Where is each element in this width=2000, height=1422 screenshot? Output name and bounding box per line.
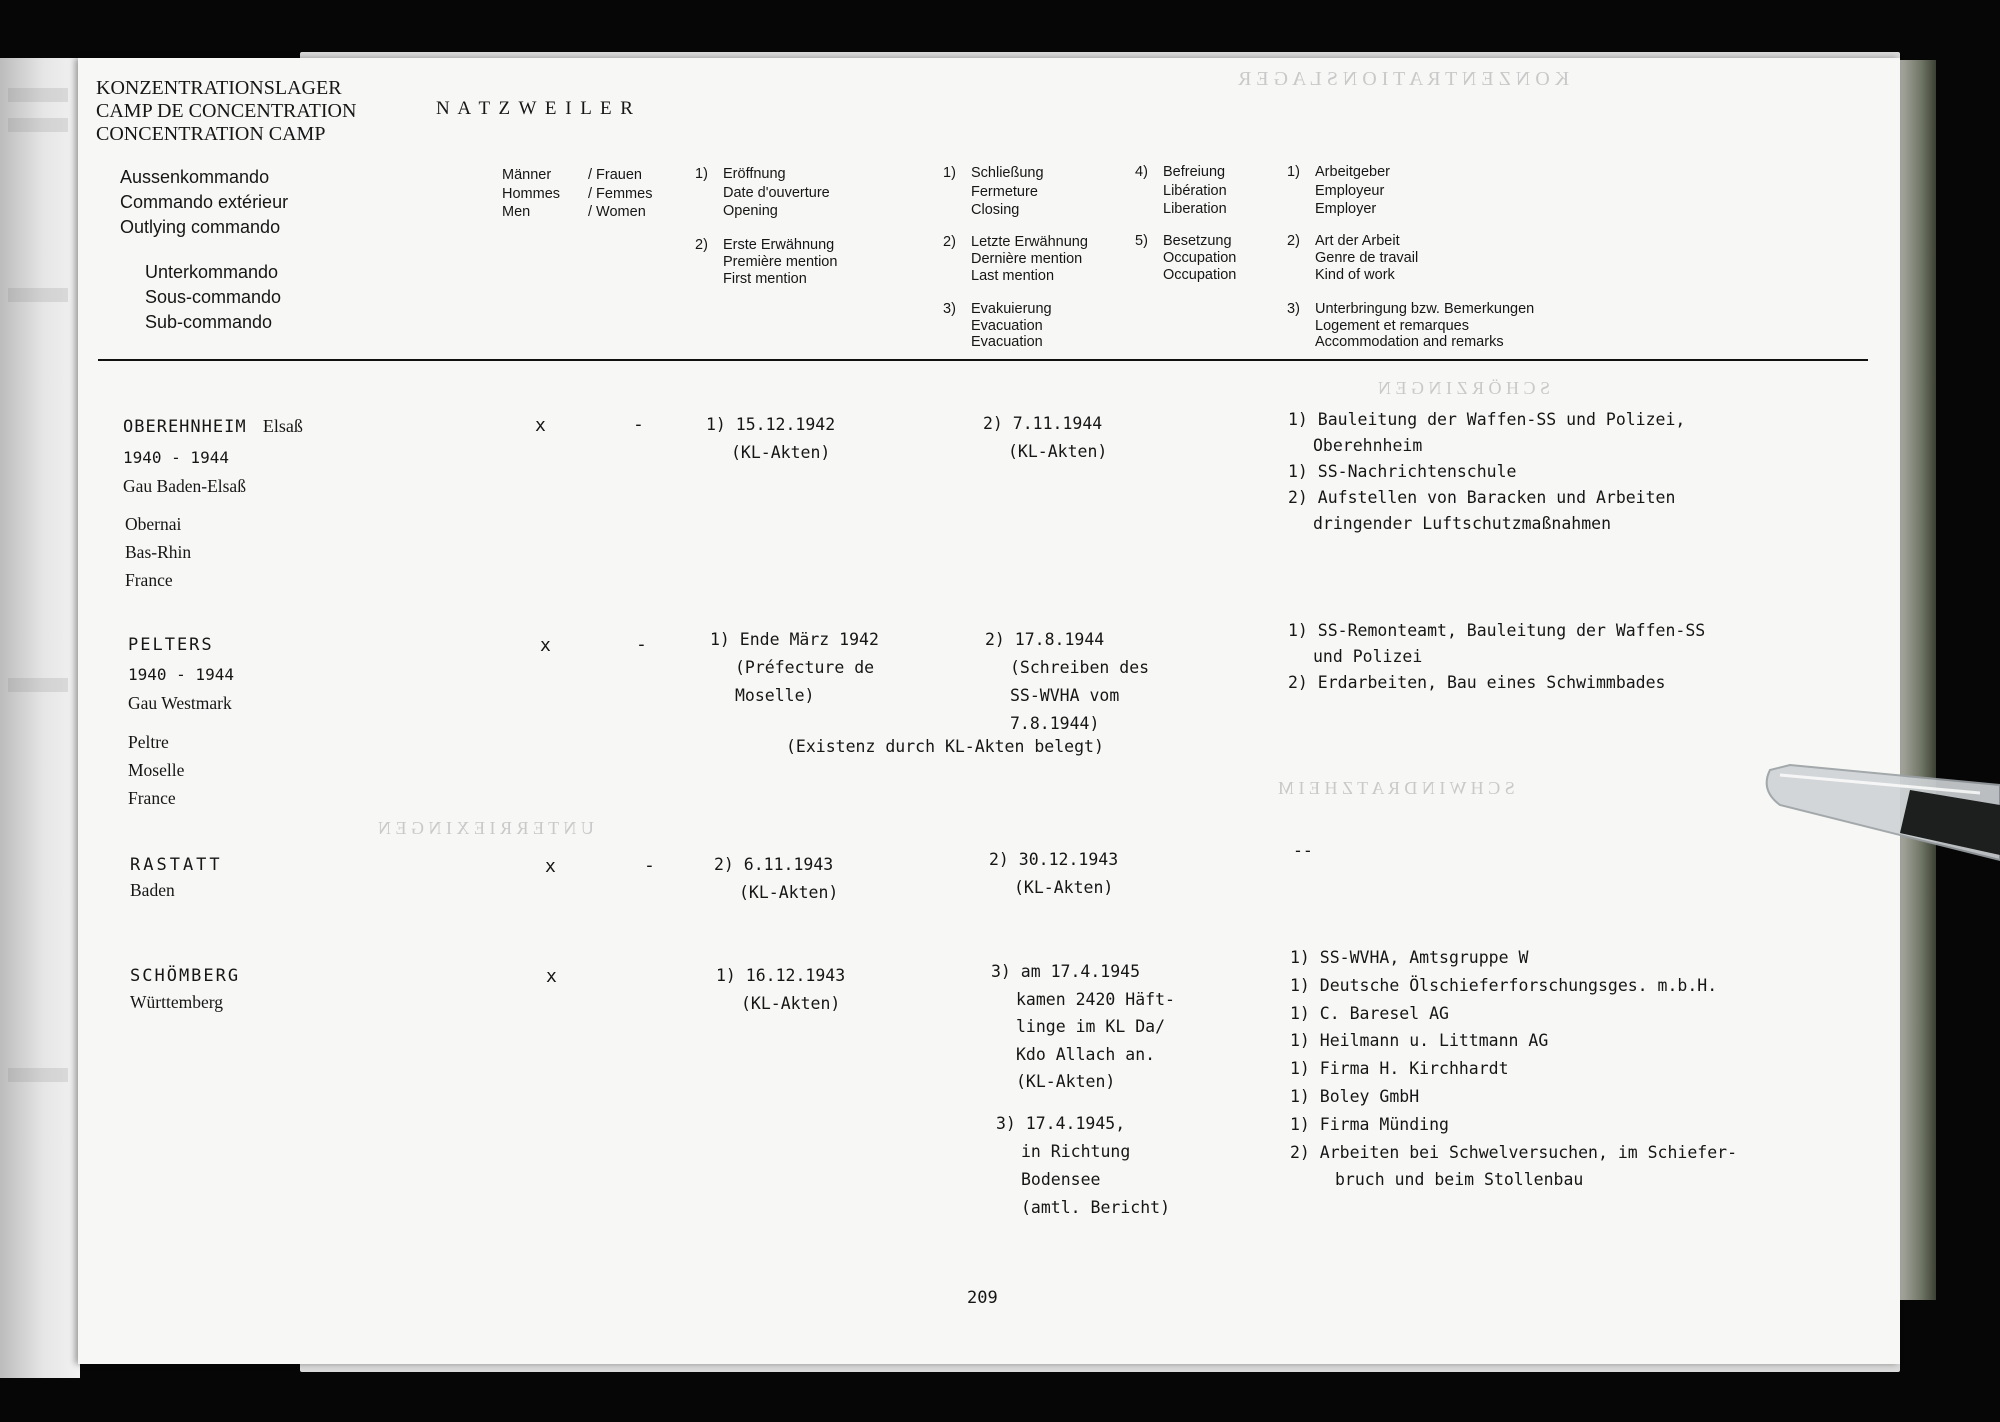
header-line: First mention <box>723 271 807 287</box>
page-title <box>96 77 356 146</box>
entry-opening <box>706 411 835 467</box>
entry-years: Baden <box>130 880 175 900</box>
entry-note: (Existenz durch KL-Akten belegt) <box>786 737 1104 756</box>
employer-header <box>1287 163 1390 219</box>
entry-women: - <box>644 855 655 876</box>
entry-line: (KL-Akten) <box>1014 878 1114 897</box>
entry-line: 2) 17.8.1944 <box>985 630 1105 649</box>
first-mention-header <box>695 237 837 288</box>
header-line: Employeur <box>1315 182 1385 199</box>
entry-opening <box>714 851 838 907</box>
entry-closing <box>983 410 1107 466</box>
entry-women: - <box>633 414 644 435</box>
entry-line: 1) Ende März 1942 <box>710 630 879 649</box>
entry-line: 1) SS-Nachrichtenschule <box>1288 462 1517 481</box>
entry-line: Bodensee <box>1021 1170 1101 1189</box>
header-line: Art der Arbeit <box>1315 233 1400 249</box>
header-men-en: Men <box>502 204 531 220</box>
header-women-fr: / Femmes <box>588 185 653 202</box>
header-num: 1) <box>695 166 708 182</box>
header-line: Sous-commando <box>145 287 282 307</box>
kind-of-work-header <box>1287 233 1418 284</box>
header-num: 3) <box>1287 301 1300 317</box>
entry-line: bruch und beim Stollenbau <box>1335 1170 1584 1190</box>
header-line: Unterkommando <box>145 262 279 282</box>
entry-name: PELTERS <box>128 635 214 655</box>
entry-years: 1940 - 1944 <box>128 665 234 684</box>
bleed-through-text: S C H Ö R Z I N G E N <box>1378 378 1551 398</box>
header-line: Genre de travail <box>1315 250 1419 266</box>
entry-closing <box>991 958 1175 1096</box>
entry-place-line: Moselle <box>128 760 185 780</box>
entry-closing <box>985 626 1149 738</box>
entry-line: kamen 2420 Häft- <box>1016 989 1175 1009</box>
header-line: Fermeture <box>971 183 1038 200</box>
entry-line: 1) Firma Münding <box>1290 1114 1449 1134</box>
header-line: Libération <box>1163 182 1227 199</box>
header-line: Kind of work <box>1315 267 1395 283</box>
entry-line: 1) Bauleitung der Waffen-SS und Polizei, <box>1288 410 1686 429</box>
entry-place-line: Obernai <box>125 514 182 534</box>
header-num: 2) <box>1287 233 1300 249</box>
camp-name: N A T Z W E I L E R <box>436 98 635 119</box>
entry-region: Elsaß <box>262 416 303 436</box>
opening-header <box>695 165 830 221</box>
entry-men: x <box>546 966 557 987</box>
left-page-edge <box>0 58 80 1378</box>
entry-gau: Gau Westmark <box>128 693 232 713</box>
header-line: Commando extérieur <box>120 192 289 212</box>
gender-header <box>502 166 652 222</box>
evacuation-header <box>943 301 1052 351</box>
header-line: Befreiung <box>1163 164 1226 180</box>
entry-line: linge im KL Da/ <box>1016 1017 1166 1036</box>
sub-commando-header <box>145 260 281 335</box>
header-line: Sub-commando <box>145 312 273 332</box>
entry-women: - <box>636 634 647 655</box>
entry-opening <box>716 962 845 1018</box>
header-line: Première mention <box>723 254 838 270</box>
header-men-de: Männer <box>502 167 552 183</box>
outlying-commando-header <box>120 165 288 240</box>
entry-place-line: France <box>128 788 176 808</box>
entry-line: 1) SS-Remonteamt, Bauleitung der Waffen-SS <box>1288 621 1706 640</box>
entry-line: 1) SS-WVHA, Amtsgruppe W <box>1290 948 1529 967</box>
header-men-fr: Hommes <box>502 185 561 202</box>
entry-line: Kdo Allach an. <box>1016 1044 1156 1064</box>
entry-years: 1940 - 1944 <box>123 448 229 467</box>
entry-line: 2) 30.12.1943 <box>989 850 1119 869</box>
entry-place-line: Peltre <box>128 732 169 752</box>
header-line: Evacuation <box>971 317 1043 334</box>
accommodation-header <box>1287 301 1534 351</box>
entry-line: (KL-Akten) <box>731 443 831 462</box>
header-num: 2) <box>695 237 708 253</box>
entry-line: 2) Arbeiten bei Schwelversuchen, im Schiefer- <box>1290 1142 1738 1162</box>
entry-line: Oberehnheim <box>1313 436 1423 455</box>
header-num: 1) <box>1287 164 1300 180</box>
page-number: 209 <box>967 1288 998 1308</box>
header-line: Eröffnung <box>723 166 786 182</box>
bleed-through-text: U N T E R R I E X I N G E N <box>378 818 594 838</box>
entry-gau: Gau Baden-Elsaß <box>123 476 246 496</box>
header-num: 5) <box>1135 233 1148 249</box>
entry-line: 2) Erdarbeiten, Bau eines Schwimmbades <box>1288 673 1666 692</box>
entry-line: 7.8.1944) <box>1010 714 1100 733</box>
entry-work <box>1288 407 1685 537</box>
occupation-header <box>1135 233 1236 284</box>
entry-line: (KL-Akten) <box>1008 442 1108 461</box>
entry-name: RASTATT <box>130 855 223 875</box>
book-page <box>78 58 1900 1364</box>
header-women-en: / Women <box>588 204 646 220</box>
header-line: Dernière mention <box>971 251 1083 267</box>
liberation-header <box>1135 163 1227 219</box>
header-line: Evacuation <box>971 334 1043 350</box>
entry-opening <box>710 626 879 710</box>
entry-work: -- <box>1293 841 1313 860</box>
entry-line: 3) 17.4.1945, <box>996 1114 1126 1133</box>
header-women-de: / Frauen <box>588 167 642 183</box>
entry-line: 1) 16.12.1943 <box>716 966 846 985</box>
entry-line: (Schreiben des <box>1010 658 1150 677</box>
header-num: 3) <box>943 301 956 317</box>
header-line: Employer <box>1315 201 1377 217</box>
entry-line: 1) C. Baresel AG <box>1290 1003 1449 1023</box>
header-line: Unterbringung bzw. Bemerkungen <box>1315 301 1535 317</box>
header-divider <box>98 359 1868 361</box>
header-line: Erste Erwähnung <box>723 237 835 253</box>
header-num: 1) <box>943 165 956 181</box>
entry-line: 2) 6.11.1943 <box>714 855 834 874</box>
entry-men: x <box>535 415 546 436</box>
header-num: 4) <box>1135 164 1148 180</box>
entry-work <box>1290 944 1737 1194</box>
header-line: Last mention <box>971 268 1055 284</box>
entry-name <box>123 416 303 437</box>
entry-line: (KL-Akten) <box>1016 1072 1116 1091</box>
entry-line: 1) Heilmann u. Littmann AG <box>1290 1031 1549 1051</box>
entry-work <box>1288 618 1705 696</box>
entry-line: 1) Deutsche Ölschieferforschungsges. m.b.H. <box>1290 975 1718 995</box>
header-line: Opening <box>723 203 778 219</box>
entry-name: SCHÖMBERG <box>130 966 241 986</box>
bleed-through-text: K O N Z E N T R A T I O N S L A G E R <box>1238 68 1570 90</box>
entry-line: SS-WVHA vom <box>1010 686 1120 705</box>
entry-line: (KL-Akten) <box>741 994 841 1013</box>
entry-closing <box>989 846 1118 902</box>
entry-place <box>125 510 191 594</box>
entry-line: 1) Boley GmbH <box>1290 1086 1420 1106</box>
header-line: Besetzung <box>1163 233 1232 249</box>
last-mention-header <box>943 234 1088 285</box>
entry-place-line: France <box>125 570 173 590</box>
header-line: Date d'ouverture <box>723 184 830 201</box>
header-line: Liberation <box>1163 201 1227 217</box>
entry-line: (Préfecture de <box>735 658 875 677</box>
entry-line: 2) Aufstellen von Baracken und Arbeiten <box>1288 488 1676 507</box>
header-line: Arbeitgeber <box>1315 164 1390 180</box>
entry-name-text: OBEREHNHEIM <box>123 417 247 437</box>
header-num: 2) <box>943 234 956 250</box>
title-line-1: KONZENTRATIONSLAGER <box>96 77 342 99</box>
entry-line: in Richtung <box>1021 1142 1131 1161</box>
entry-details <box>128 661 234 717</box>
entry-place-line: Bas-Rhin <box>125 542 192 562</box>
header-line: Logement et remarques <box>1315 317 1469 334</box>
title-line-3: CONCENTRATION CAMP <box>96 123 326 145</box>
header-line: Aussenkommando <box>120 167 270 187</box>
header-line: Letzte Erwähnung <box>971 234 1088 250</box>
entry-men: x <box>545 856 556 877</box>
entry-line: und Polizei <box>1313 647 1423 666</box>
closing-header <box>943 164 1044 220</box>
header-line: Outlying commando <box>120 217 281 237</box>
entry-line: Moselle) <box>735 686 815 705</box>
entry-line: (amtl. Bericht) <box>1021 1198 1171 1217</box>
header-line: Accommodation and remarks <box>1315 334 1504 350</box>
entry-details <box>123 444 246 500</box>
book-spine <box>1900 60 1936 1300</box>
title-line-2: CAMP DE CONCENTRATION <box>96 100 357 122</box>
entry-line: (KL-Akten) <box>739 883 839 902</box>
bleed-through-text: S C H W I N D R A T Z H E I M <box>1278 778 1515 798</box>
header-line: Schließung <box>971 165 1044 181</box>
entry-line: 1) 15.12.1942 <box>706 415 836 434</box>
entry-line: dringender Luftschutzmaßnahmen <box>1313 514 1612 533</box>
entry-line: 2) 7.11.1944 <box>983 414 1103 433</box>
entry-men: x <box>540 635 551 656</box>
entry-evacuation <box>996 1110 1170 1222</box>
header-line: Closing <box>971 202 1020 218</box>
entry-years: Württemberg <box>130 992 223 1012</box>
header-line: Evakuierung <box>971 301 1052 317</box>
header-line: Occupation <box>1163 250 1237 266</box>
entry-line: 3) am 17.4.1945 <box>991 962 1141 981</box>
entry-place <box>128 728 184 812</box>
header-line: Occupation <box>1163 267 1237 283</box>
page-clip <box>1760 745 2000 865</box>
entry-line: 1) Firma H. Kirchhardt <box>1290 1059 1509 1079</box>
